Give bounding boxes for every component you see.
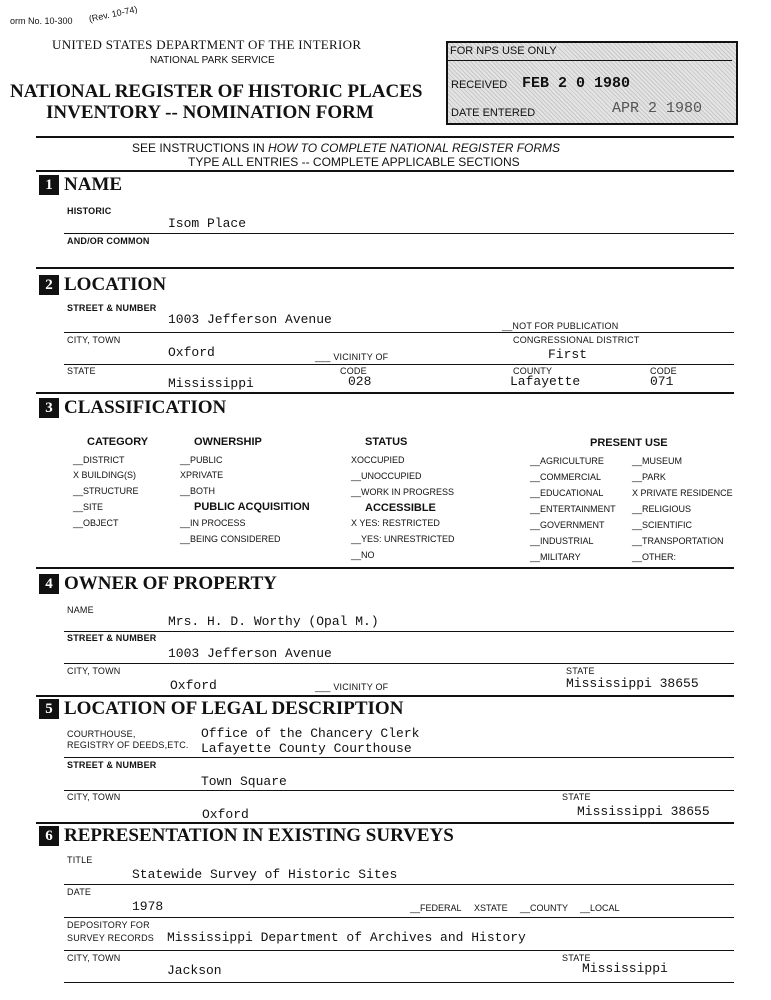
- survey-title-label: TITLE: [67, 855, 93, 865]
- accessible-no: __NO: [351, 550, 375, 560]
- revision-note: (Rev. 10-74): [87, 3, 139, 24]
- owner-name-label: NAME: [67, 605, 94, 615]
- status-heading: STATUS: [365, 436, 408, 448]
- present-use-heading: PRESENT USE: [590, 437, 668, 449]
- street-label: STREET & NUMBER: [67, 303, 157, 313]
- owner-street-label: STREET & NUMBER: [67, 633, 157, 643]
- not-for-publication-label: NOT FOR PUBLICATION: [512, 321, 619, 331]
- accessible-unrestricted: __YES: UNRESTRICTED: [351, 534, 455, 544]
- use-industrial: __INDUSTRIAL: [530, 536, 594, 546]
- survey-title-underline: [64, 884, 734, 885]
- historic-label: HISTORIC: [67, 206, 112, 216]
- use-entertainment: __ENTERTAINMENT: [530, 504, 616, 514]
- courthouse-value-line2: Lafayette County Courthouse: [201, 741, 412, 756]
- nps-box-divider: [448, 60, 732, 61]
- instructions-line2: TYPE ALL ENTRIES -- COMPLETE APPLICABLE SECTIONS: [188, 155, 520, 169]
- survey-city-underline: [64, 982, 734, 983]
- legal-street-label: STREET & NUMBER: [67, 760, 157, 770]
- depository-label-line2: SURVEY RECORDS: [67, 933, 154, 943]
- legal-city-label: CITY, TOWN: [67, 792, 121, 802]
- owner-street-underline: [64, 663, 734, 664]
- street-value: 1003 Jefferson Avenue: [168, 312, 332, 327]
- category-heading: CATEGORY: [87, 436, 149, 448]
- ownership-public: __PUBLIC: [180, 455, 223, 465]
- section-5-rule: [36, 695, 734, 697]
- acquisition-in-process: __IN PROCESS: [180, 518, 246, 528]
- owner-city-label: CITY, TOWN: [67, 666, 121, 676]
- section-1-number: 1: [39, 175, 59, 195]
- owner-street-value: 1003 Jefferson Avenue: [168, 646, 332, 661]
- survey-date-underline: [64, 917, 734, 918]
- category-structure: __STRUCTURE: [73, 486, 139, 496]
- county-code-label: CODE: [650, 366, 677, 376]
- common-label: AND/OR COMMON: [67, 236, 150, 246]
- section-3-title: CLASSIFICATION: [64, 397, 227, 418]
- section-6-title: REPRESENTATION IN EXISTING SURVEYS: [64, 825, 454, 846]
- use-park: __PARK: [632, 472, 666, 482]
- section-3-rule: [36, 392, 734, 394]
- congressional-district-value: First: [548, 347, 588, 362]
- use-private-residence: X PRIVATE RESIDENCE: [632, 488, 733, 498]
- legal-state-label: STATE: [562, 792, 591, 802]
- owner-vicinity: ___ VICINITY OF: [315, 682, 389, 692]
- ownership-both: __BOTH: [180, 486, 216, 496]
- state-code-value: 028: [348, 374, 372, 389]
- legal-street-underline: [64, 790, 734, 791]
- status-occupied: XOCCUPIED: [351, 455, 405, 465]
- service-name: NATIONAL PARK SERVICE: [150, 55, 275, 66]
- historic-underline: [64, 233, 734, 234]
- ownership-heading: OWNERSHIP: [194, 436, 262, 448]
- instructions-line1: [132, 141, 560, 155]
- survey-state-label: STATE: [562, 953, 591, 963]
- owner-city-value: Oxford: [170, 678, 217, 693]
- section-2-rule: [36, 267, 734, 269]
- section-5-title: LOCATION OF LEGAL DESCRIPTION: [64, 698, 404, 719]
- received-stamp: FEB 2 0 1980: [522, 75, 631, 92]
- accessible-heading: ACCESSIBLE: [365, 502, 436, 514]
- instructions-title: HOW TO COMPLETE NATIONAL REGISTER FORMS: [268, 141, 561, 155]
- congressional-district-label: CONGRESSIONAL DISTRICT: [513, 335, 640, 345]
- date-entered-label: DATE ENTERED: [451, 107, 536, 119]
- registry-label: REGISTRY OF DEEDS,ETC.: [67, 740, 189, 750]
- city-value: Oxford: [168, 345, 215, 360]
- section-6-number: 6: [39, 826, 59, 846]
- use-commercial: __COMMERCIAL: [530, 472, 602, 482]
- section-6-rule: [36, 822, 734, 824]
- section-4-rule: [36, 567, 734, 569]
- vicinity-of: ___ VICINITY OF: [315, 352, 389, 362]
- use-other: __OTHER:: [632, 552, 677, 562]
- legal-street-value: Town Square: [201, 774, 287, 789]
- historic-name-value: Isom Place: [168, 216, 247, 231]
- department-name: UNITED STATES DEPARTMENT OF THE INTERIOR: [52, 37, 362, 52]
- public-acquisition-heading: PUBLIC ACQUISITION: [194, 501, 310, 513]
- owner-vicinity-label: VICINITY OF: [333, 682, 389, 692]
- form-number: orm No. 10-300: [10, 16, 73, 26]
- category-district: __DISTRICT: [73, 455, 125, 465]
- city-label: CITY, TOWN: [67, 335, 121, 345]
- depository-value: Mississippi Department of Archives and History: [167, 930, 526, 945]
- depository-label-line1: DEPOSITORY FOR: [67, 920, 150, 930]
- courthouse-label: COURTHOUSE,: [67, 729, 136, 739]
- legal-city-value: Oxford: [202, 807, 249, 822]
- street-underline: [64, 332, 734, 333]
- use-museum: __MUSEUM: [632, 456, 683, 466]
- use-military: __MILITARY: [530, 552, 581, 562]
- survey-state: XSTATE: [474, 903, 508, 913]
- survey-local: __LOCAL: [580, 903, 620, 913]
- courthouse-underline: [64, 757, 734, 758]
- county-value: Lafayette: [510, 374, 581, 389]
- section-1-rule: [36, 170, 734, 172]
- owner-state-value: Mississippi 38655: [566, 676, 699, 691]
- city-underline: [64, 364, 734, 365]
- form-title-line2: INVENTORY -- NOMINATION FORM: [46, 102, 374, 123]
- courthouse-value-line1: Office of the Chancery Clerk: [201, 726, 420, 741]
- state-code-label: CODE: [340, 366, 367, 376]
- status-work-in-progress: __WORK IN PROGRESS: [351, 487, 455, 497]
- section-1-title: NAME: [64, 174, 123, 195]
- survey-county: __COUNTY: [520, 903, 569, 913]
- use-agriculture: __AGRICULTURE: [530, 456, 604, 466]
- section-5-number: 5: [39, 699, 59, 719]
- legal-state-value: Mississippi 38655: [577, 804, 710, 819]
- form-title-line1: NATIONAL REGISTER OF HISTORIC PLACES: [10, 81, 423, 102]
- section-4-number: 4: [39, 574, 59, 594]
- use-scientific: __SCIENTIFIC: [632, 520, 693, 530]
- ownership-private: XPRIVATE: [180, 470, 224, 480]
- category-buildings: X BUILDING(S): [73, 470, 137, 480]
- use-government: __GOVERNMENT: [530, 520, 605, 530]
- section-4-title: OWNER OF PROPERTY: [64, 573, 277, 594]
- nps-box-heading: FOR NPS USE ONLY: [450, 45, 557, 57]
- category-object: __OBJECT: [73, 518, 119, 528]
- use-transportation: __TRANSPORTATION: [632, 536, 724, 546]
- section-2-number: 2: [39, 275, 59, 295]
- survey-city-value: Jackson: [167, 963, 222, 978]
- county-code-value: 071: [650, 374, 674, 389]
- not-for-publication: __NOT FOR PUBLICATION: [502, 321, 619, 331]
- state-value: Mississippi: [168, 376, 254, 391]
- state-label: STATE: [67, 366, 96, 376]
- received-label: RECEIVED: [451, 79, 508, 91]
- depository-underline: [64, 950, 734, 951]
- survey-state-value: Mississippi: [582, 961, 668, 976]
- survey-date-label: DATE: [67, 887, 92, 897]
- acquisition-being-considered: __BEING CONSIDERED: [180, 534, 281, 544]
- section-3-number: 3: [39, 398, 59, 418]
- accessible-restricted: X YES: RESTRICTED: [351, 518, 440, 528]
- section-2-title: LOCATION: [64, 274, 167, 295]
- owner-state-label: STATE: [566, 666, 595, 676]
- vicinity-of-label: VICINITY OF: [333, 352, 389, 362]
- owner-name-value: Mrs. H. D. Worthy (Opal M.): [168, 614, 379, 629]
- survey-title-value: Statewide Survey of Historic Sites: [132, 867, 398, 882]
- survey-date-value: 1978: [132, 899, 164, 914]
- survey-federal: __FEDERAL: [410, 903, 462, 913]
- survey-city-label: CITY, TOWN: [67, 953, 121, 963]
- instructions-rule: [36, 136, 734, 138]
- use-educational: __EDUCATIONAL: [530, 488, 604, 498]
- owner-name-underline: [64, 631, 734, 632]
- date-entered-stamp: APR 2 1980: [612, 100, 703, 117]
- category-site: __SITE: [73, 502, 104, 512]
- status-unoccupied: __UNOCCUPIED: [351, 471, 422, 481]
- use-religious: __RELIGIOUS: [632, 504, 692, 514]
- county-label: COUNTY: [513, 366, 553, 376]
- instructions-prefix: SEE INSTRUCTIONS IN: [132, 141, 269, 155]
